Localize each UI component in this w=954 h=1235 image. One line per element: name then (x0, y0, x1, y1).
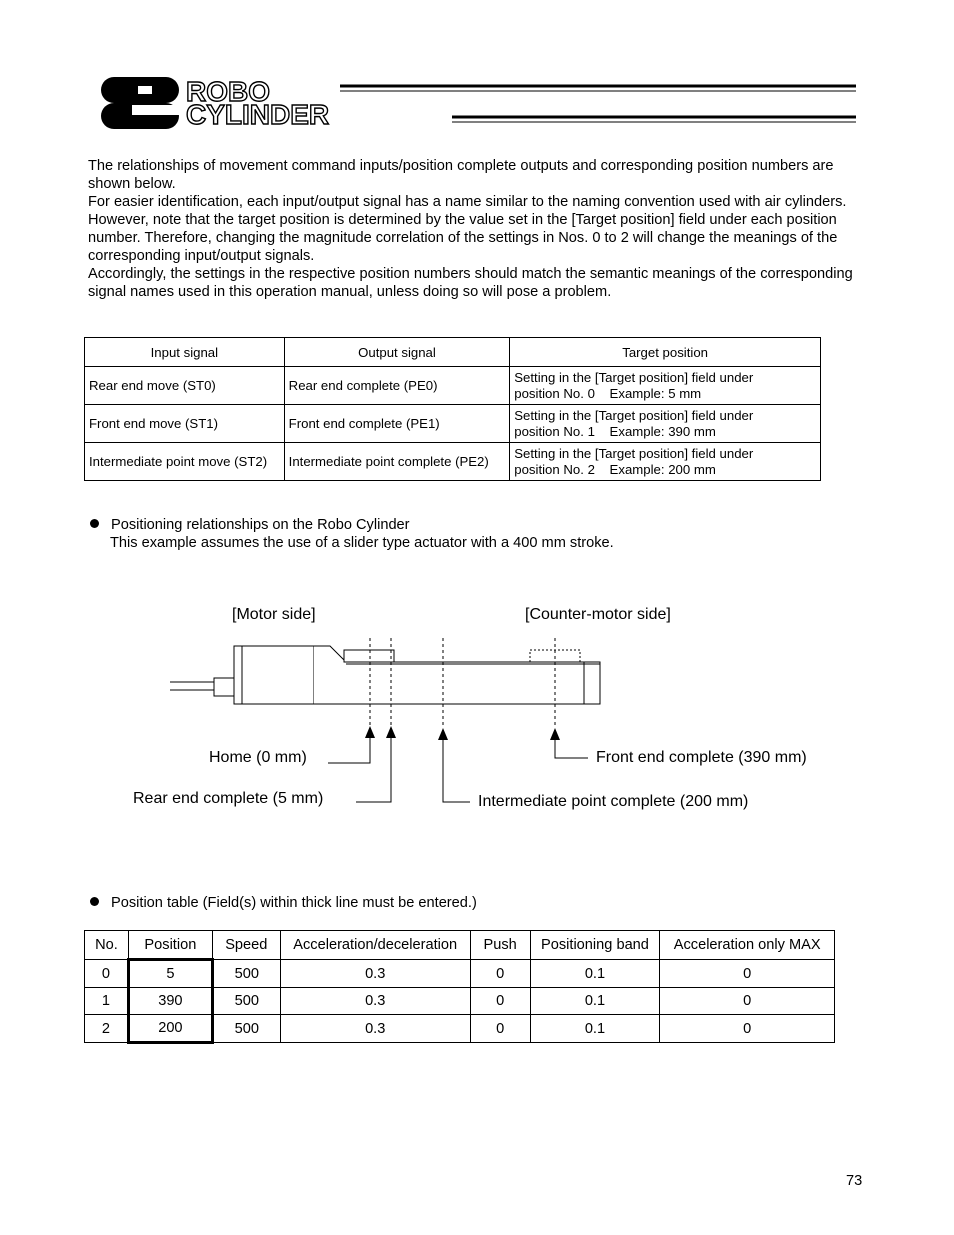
intro-paragraph: However, note that the target position is determined by the value set in the [Target position] field under each position number. Therefore, changing the magnitude correlation of the settings in Nos. 0 to 2 will change the meanings of the corresponding input/output signals. (88, 212, 838, 264)
band-cell: 0.1 (530, 988, 660, 1015)
output-cell: Intermediate point complete (PE2) (284, 443, 510, 481)
signal-table (84, 337, 821, 481)
intro-paragraph: For easier identification, each input/output signal has a name similar to the naming convention used with air cylinders. (88, 194, 847, 210)
header-cell: Push (470, 931, 530, 960)
bullet-subtext: This example assumes the use of a slider type actuator with a 400 mm stroke. (110, 535, 614, 551)
header-cell: Position (128, 931, 212, 960)
table-row (85, 367, 821, 405)
motor-side-label: [Motor side] (232, 606, 316, 623)
bullet-positioning (90, 516, 614, 552)
position-cell: 200 (128, 1015, 212, 1043)
home-label: Home (0 mm) (209, 749, 307, 766)
header-cell: Target position (510, 338, 821, 367)
target-cell: Setting in the [Target position] field under position No. 0 Example: 5 mm (510, 367, 821, 405)
intermediate-label: Intermediate point complete (200 mm) (478, 793, 749, 810)
band-cell: 0.1 (530, 1015, 660, 1043)
front-end-label: Front end complete (390 mm) (596, 749, 807, 766)
intro-paragraph: Accordingly, the settings in the respective position numbers should match the semantic meanings of the corresponding signal names used in this operation manual, unless doing so will pose a problem. (88, 266, 853, 300)
bullet-icon (90, 897, 99, 906)
target-cell: Setting in the [Target position] field under position No. 1 Example: 390 mm (510, 405, 821, 443)
robo-cylinder-logo (98, 76, 858, 132)
input-cell: Rear end move (ST0) (85, 367, 285, 405)
accel-cell: 0.3 (280, 1015, 470, 1043)
accel-max-cell: 0 (660, 960, 835, 988)
output-cell: Front end complete (PE1) (284, 405, 510, 443)
bullet-title: Position table (Field(s) within thick line must be entered.) (111, 895, 477, 911)
band-cell: 0.1 (530, 960, 660, 988)
header-cell: Output signal (284, 338, 510, 367)
position-cell: 390 (128, 988, 212, 1015)
logo-line1: ROBO (186, 76, 270, 107)
push-cell: 0 (470, 1015, 530, 1043)
bullet-title: Positioning relationships on the Robo Cylinder (111, 517, 410, 533)
no-cell: 0 (85, 960, 129, 988)
accel-max-cell: 0 (660, 988, 835, 1015)
accel-cell: 0.3 (280, 988, 470, 1015)
header-cell: Acceleration only MAX (660, 931, 835, 960)
position-cell: 5 (128, 960, 212, 988)
page-number: 73 (846, 1173, 863, 1189)
table-header-row (85, 338, 821, 367)
table-header-row (85, 931, 835, 960)
intro-text (88, 157, 868, 301)
table-row (85, 1015, 835, 1043)
input-cell: Front end move (ST1) (85, 405, 285, 443)
push-cell: 0 (470, 960, 530, 988)
header-cell: No. (85, 931, 129, 960)
table-row (85, 443, 821, 481)
header-cell: Acceleration/deceleration (280, 931, 470, 960)
header-cell: Speed (212, 931, 280, 960)
intro-paragraph: The relationships of movement command inputs/position complete outputs and corresponding position numbers are shown below. (88, 158, 834, 192)
table-row (85, 988, 835, 1015)
accel-max-cell: 0 (660, 1015, 835, 1043)
no-cell: 2 (85, 1015, 129, 1043)
input-cell: Intermediate point move (ST2) (85, 443, 285, 481)
speed-cell: 500 (212, 960, 280, 988)
output-cell: Rear end complete (PE0) (284, 367, 510, 405)
no-cell: 1 (85, 988, 129, 1015)
table-row (85, 405, 821, 443)
target-cell: Setting in the [Target position] field under position No. 2 Example: 200 mm (510, 443, 821, 481)
speed-cell: 500 (212, 1015, 280, 1043)
bullet-position-table (90, 894, 477, 912)
rear-end-label: Rear end complete (5 mm) (133, 790, 324, 807)
accel-cell: 0.3 (280, 960, 470, 988)
speed-cell: 500 (212, 988, 280, 1015)
counter-motor-side-label: [Counter-motor side] (525, 606, 671, 623)
bullet-icon (90, 519, 99, 528)
logo-line2: CYLINDER (186, 99, 330, 130)
table-row (85, 960, 835, 988)
header-cell: Input signal (85, 338, 285, 367)
header-cell: Positioning band (530, 931, 660, 960)
push-cell: 0 (470, 988, 530, 1015)
position-table (84, 930, 835, 1044)
